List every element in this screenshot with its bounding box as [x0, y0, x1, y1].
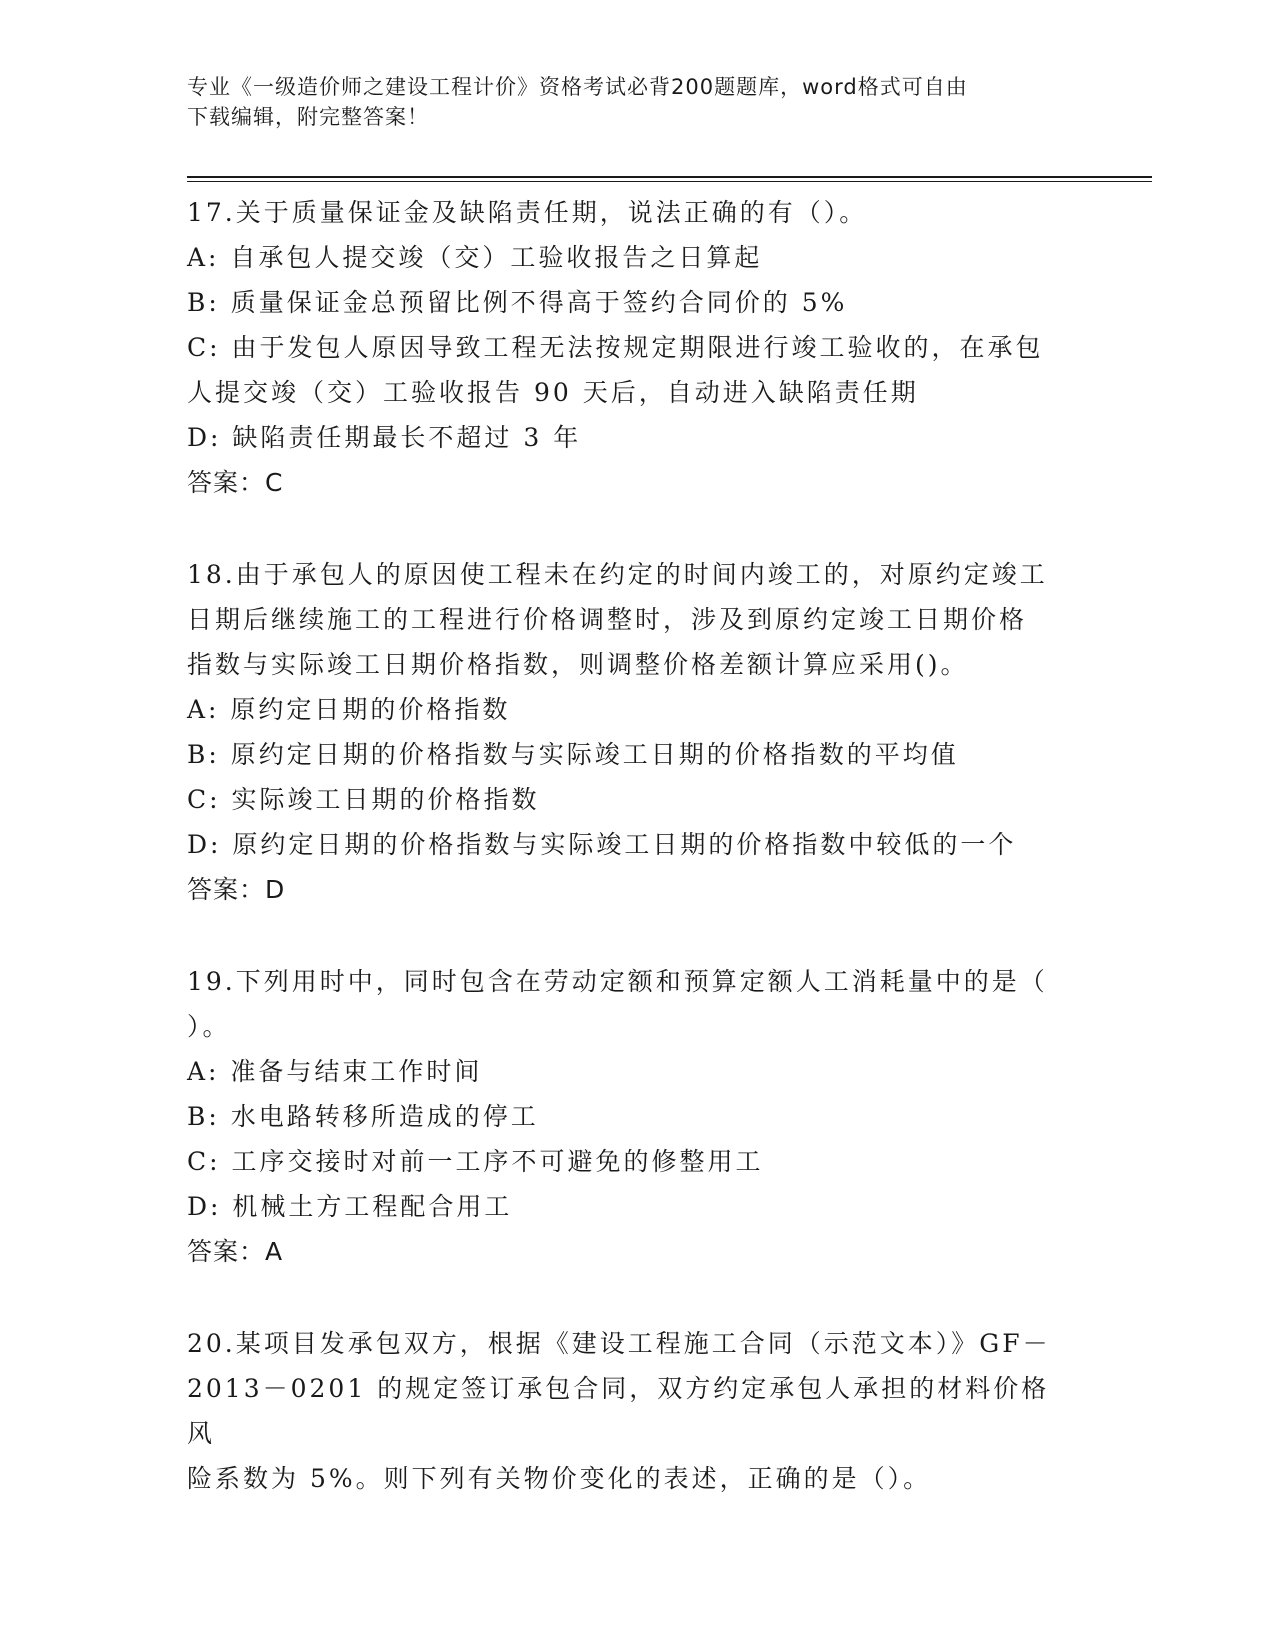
- option-d: D: 缺陷责任期最长不超过 3 年: [187, 423, 582, 452]
- option-c: C: 由于发包人原因导致工程无法按规定期限进行竣工验收的，在承包: [187, 333, 1044, 362]
- question-list: [187, 190, 1067, 1501]
- document-header: [187, 72, 1067, 132]
- question-stem: 险系数为 5%。则下列有关物价变化的表述，正确的是（）。: [187, 1464, 932, 1493]
- option-b: B: 水电路转移所造成的停工: [187, 1102, 539, 1131]
- question-19: [187, 959, 1067, 1274]
- answer: 答案：D: [187, 875, 286, 904]
- question-stem: 2013－0201 的规定签订承包合同，双方约定承包人承担的材料价格风: [187, 1374, 1050, 1448]
- option-c-continued: 人提交竣（交）工验收报告 90 天后，自动进入缺陷责任期: [187, 378, 919, 407]
- header-line: 专业《一级造价师之建设工程计价》资格考试必背200题题库，word格式可自由: [187, 75, 968, 99]
- question-stem: 19.下列用时中，同时包含在劳动定额和预算定额人工消耗量中的是（: [187, 967, 1048, 996]
- header-divider: [187, 176, 1152, 178]
- header-divider-thin: [187, 181, 1152, 182]
- option-c: C: 实际竣工日期的价格指数: [187, 785, 540, 814]
- question-17: [187, 190, 1067, 505]
- option-d: D: 原约定日期的价格指数与实际竣工日期的价格指数中较低的一个: [187, 830, 1017, 859]
- question-stem: ）。: [187, 1012, 231, 1041]
- question-stem: 日期后继续施工的工程进行价格调整时，涉及到原约定竣工日期价格: [187, 605, 1028, 634]
- option-b: B: 原约定日期的价格指数与实际竣工日期的价格指数的平均值: [187, 740, 959, 769]
- question-stem: 指数与实际竣工日期价格指数，则调整价格差额计算应采用()。: [187, 650, 969, 679]
- header-line: 下载编辑，附完整答案！: [187, 105, 429, 129]
- option-a: A: 准备与结束工作时间: [187, 1057, 483, 1086]
- question-stem: 20.某项目发承包双方，根据《建设工程施工合同（示范文本）》GF－: [187, 1329, 1051, 1358]
- answer: 答案：C: [187, 468, 284, 497]
- option-b: B: 质量保证金总预留比例不得高于签约合同价的 5%: [187, 288, 848, 317]
- question-20: [187, 1321, 1067, 1501]
- question-stem: 17.关于质量保证金及缺陷责任期，说法正确的有（）。: [187, 198, 868, 227]
- answer: 答案：A: [187, 1237, 284, 1266]
- question-18: [187, 552, 1067, 912]
- option-d: D: 机械土方工程配合用工: [187, 1192, 513, 1221]
- option-a: A: 原约定日期的价格指数: [187, 695, 511, 724]
- question-stem: 18.由于承包人的原因使工程未在约定的时间内竣工的，对原约定竣工: [187, 560, 1048, 589]
- option-c: C: 工序交接时对前一工序不可避免的修整用工: [187, 1147, 764, 1176]
- option-a: A: 自承包人提交竣（交）工验收报告之日算起: [187, 243, 763, 272]
